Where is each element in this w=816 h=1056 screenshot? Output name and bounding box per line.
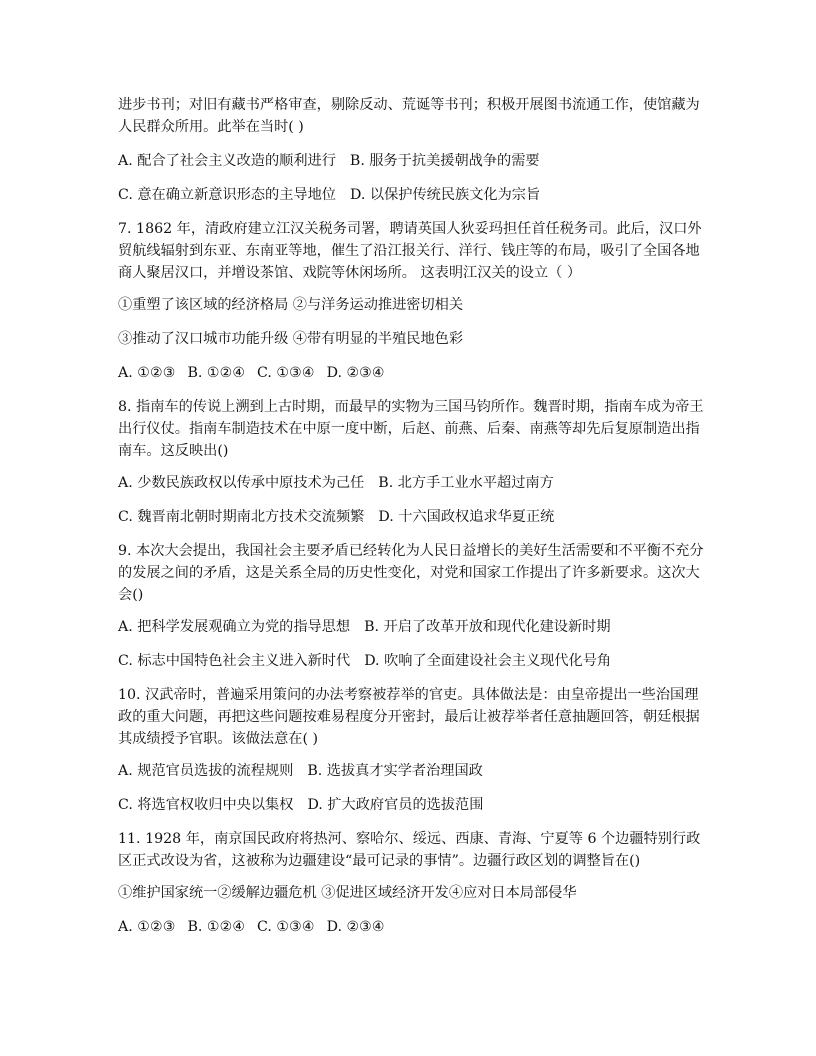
question-7-stem: 7. 1862 年，清政府建立江汉关税务司署，聘请英国人狄妥玛担任首任税务司。此后，汉口外贸航线辐射到东亚、东南亚等地，催生了沿江报关行、洋行、钱庄等的布局，吸引了全国各地商人聚居汉口，并增设茶馆、戏院等休闲场所。 这表明江汉关的设立（ ） <box>118 221 702 281</box>
question-6-options-ab <box>118 150 704 172</box>
option-b: B. 北方手工业水平超过南方 <box>378 475 554 491</box>
option-d: D. ②③④ <box>326 919 385 935</box>
question-9-options-cd <box>118 650 704 672</box>
question-7-statements-1: ①重塑了该区域的经济格局 ②与洋务运动推进密切相关 <box>118 297 464 313</box>
option-d: D. 十六国政权追求华夏正统 <box>378 509 555 525</box>
question-9-stem: 9. 本次大会提出，我国社会主要矛盾已经转化为人民日益增长的美好生活需要和不平衡不充分的发展之间的矛盾，这是关系全局的历史性变化，对党和国家工作提出了许多新要求。这次大会() <box>118 543 704 603</box>
option-d: D. 扩大政府官员的选拔范围 <box>307 797 484 813</box>
option-c: C. ①③④ <box>257 365 315 381</box>
question-8-options-cd <box>118 506 704 528</box>
option-a: A. 配合了社会主义改造的顺利进行 <box>118 153 336 169</box>
question-6-stem-continued: 进步书刊；对旧有藏书严格审查，剔除反动、荒诞等书刊；积极开展图书流通工作，使馆藏为人民群众所用。此举在当时( ) <box>118 97 700 135</box>
option-a: A. ①②③ <box>118 919 176 935</box>
question-8-options-ab <box>118 472 704 494</box>
question-9-options-ab <box>118 616 704 638</box>
option-c: C. 将选官权收归中央以集权 <box>118 797 294 813</box>
option-d: D. 吹响了全面建设社会主义现代化号角 <box>364 653 612 669</box>
option-c: C. ①③④ <box>257 919 315 935</box>
question-7-options <box>118 362 704 384</box>
question-10-options-cd <box>118 794 704 816</box>
document-body <box>118 94 704 950</box>
option-b: B. 开启了改革开放和现代化建设新时期 <box>364 619 611 635</box>
question-11-statements: ①维护国家统一②缓解边疆危机 ③促进区域经济开发④应对日本局部侵华 <box>118 885 577 901</box>
question-7-statements-2: ③推动了汉口城市功能升级 ④带有明显的半殖民地色彩 <box>118 331 464 347</box>
question-10-stem: 10. 汉武帝时，普遍采用策问的办法考察被荐举的官吏。具体做法是：由皇帝提出一些治国理政的重大问题，再把这些问题按难易程度分开密封，最后让被荐举者任意抽题回答，朝廷根据其成绩授予官职。该做法意在( ) <box>118 687 700 747</box>
question-11-stem: 11. 1928 年，南京国民政府将热河、察哈尔、绥远、西康、青海、宁夏等 6 个边疆特别行政区正式改设为省，这被称为边疆建设“最可记录的事情”。边疆行政区划的调整旨在() <box>118 831 701 869</box>
question-10-options-ab <box>118 760 704 782</box>
question-6-options-cd <box>118 184 704 206</box>
question-11-options <box>118 916 704 938</box>
option-a: A. 少数民族政权以传承中原技术为己任 <box>118 475 365 491</box>
option-d: D. 以保护传统民族文化为宗旨 <box>350 187 541 203</box>
option-a: A. ①②③ <box>118 365 176 381</box>
option-b: B. ①②④ <box>187 919 246 935</box>
option-a: A. 规范官员选拔的流程规则 <box>118 763 294 779</box>
option-b: B. 服务于抗美援朝战争的需要 <box>349 153 540 169</box>
option-a: A. 把科学发展观确立为党的指导思想 <box>118 619 351 635</box>
option-d: D. ②③④ <box>326 365 385 381</box>
question-8-stem: 8. 指南车的传说上溯到上古时期，而最早的实物为三国马钧所作。魏晋时期，指南车成为帝王出行仪仗。指南车制造技术在中原一度中断，后赵、前燕、后秦、南燕等却先后复原制造出指南车。这反映出() <box>118 399 704 459</box>
option-b: B. 选拔真才实学者治理国政 <box>307 763 483 779</box>
option-c: C. 标志中国特色社会主义进入新时代 <box>118 653 351 669</box>
option-c: C. 魏晋南北朝时期南北方技术交流频繁 <box>118 509 365 525</box>
option-c: C. 意在确立新意识形态的主导地位 <box>118 187 336 203</box>
option-b: B. ①②④ <box>187 365 246 381</box>
